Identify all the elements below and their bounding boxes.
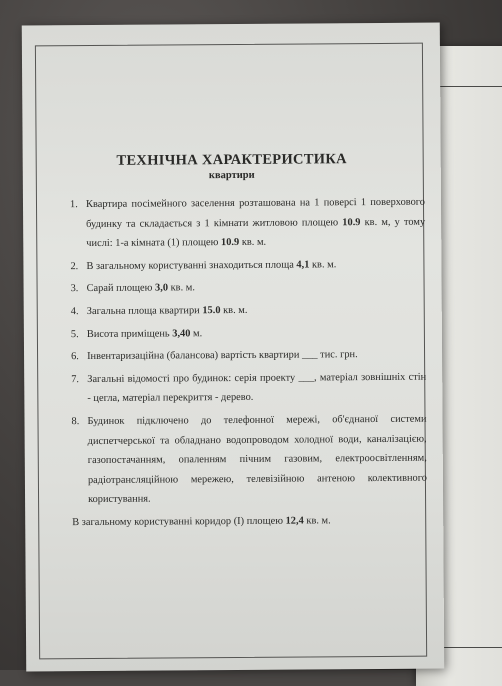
- item-text: кв. м, у тому числі: 1-а кімната (1) площею: [86, 216, 426, 250]
- item-text: кв. м.: [220, 304, 248, 317]
- corridor-area-value: 12,4: [285, 515, 304, 527]
- item-text: кв. м.: [167, 282, 195, 294]
- item-number: 3.: [70, 283, 79, 295]
- document-sheet: [22, 23, 444, 672]
- document-title: ТЕХНІЧНА ХАРАКТЕРИСТИКА: [116, 151, 347, 169]
- item-text: м.: [190, 327, 203, 339]
- list-item-7: [71, 367, 426, 409]
- footer-text: кв. м.: [303, 515, 331, 527]
- item-text: кв. м.: [309, 259, 337, 271]
- list-item-5: [71, 322, 426, 344]
- item-number: 5.: [70, 328, 79, 340]
- item-number: 7.: [71, 373, 80, 385]
- document-subtitle: квартири: [208, 169, 255, 182]
- item-text: кв. м.: [239, 236, 267, 249]
- item-text: Будинок підключено до телефонної мережі, об'єднаної системи диспетчерської та обладнано водопроводом холодної води, каналізацією, газопостачанням, опаленням пічним газовим, електроосвітленням, радіотрансляційною мережею, телевізійною антеною колективного користування.: [87, 413, 427, 506]
- shared-corridor-note: [72, 511, 427, 533]
- total-area-value: 15.0: [202, 305, 221, 317]
- list-item-8: [71, 410, 427, 510]
- list-item-3: [71, 277, 426, 299]
- item-text: Загальні відомості про будинок: серія проекту ___, матеріал зовнішніх стін - цегла, матеріал перекриття - дерево.: [87, 371, 427, 405]
- item-text: Квартира посімейного заселення розташована на 1 поверсі 1 поверхового будинку та складається з 1 кімнати житловою площею: [85, 196, 426, 230]
- list-item-6: [71, 345, 426, 367]
- living-area-value: 10.9: [342, 216, 361, 228]
- item-number: 1.: [69, 199, 78, 211]
- item-number: 2.: [70, 260, 79, 272]
- item-number: 6.: [71, 351, 79, 363]
- item-text: Сарай площею: [86, 282, 156, 295]
- shed-area-value: 3,0: [154, 282, 169, 294]
- list-item-2: [70, 254, 425, 276]
- list-item-1: [70, 193, 425, 254]
- item-number: 8.: [71, 416, 80, 428]
- ceiling-height-value: 3,40: [172, 327, 191, 339]
- item-text: Інвентаризаційна (балансова) вартість квартири ___ тис. грн.: [87, 349, 358, 363]
- item-text: Загальна площа квартири: [86, 305, 203, 317]
- room-area-value: 10.9: [220, 237, 240, 249]
- item-text: Висота приміщень: [86, 327, 173, 340]
- characteristics-list: [70, 193, 427, 536]
- list-item-4: [71, 300, 426, 322]
- item-text: В загальному користуванні знаходиться площа: [86, 259, 297, 272]
- shared-area-value: 4,1: [296, 259, 310, 271]
- footer-text: В загальному користуванні коридор (I) площею: [72, 515, 286, 529]
- item-number: 4.: [70, 306, 79, 318]
